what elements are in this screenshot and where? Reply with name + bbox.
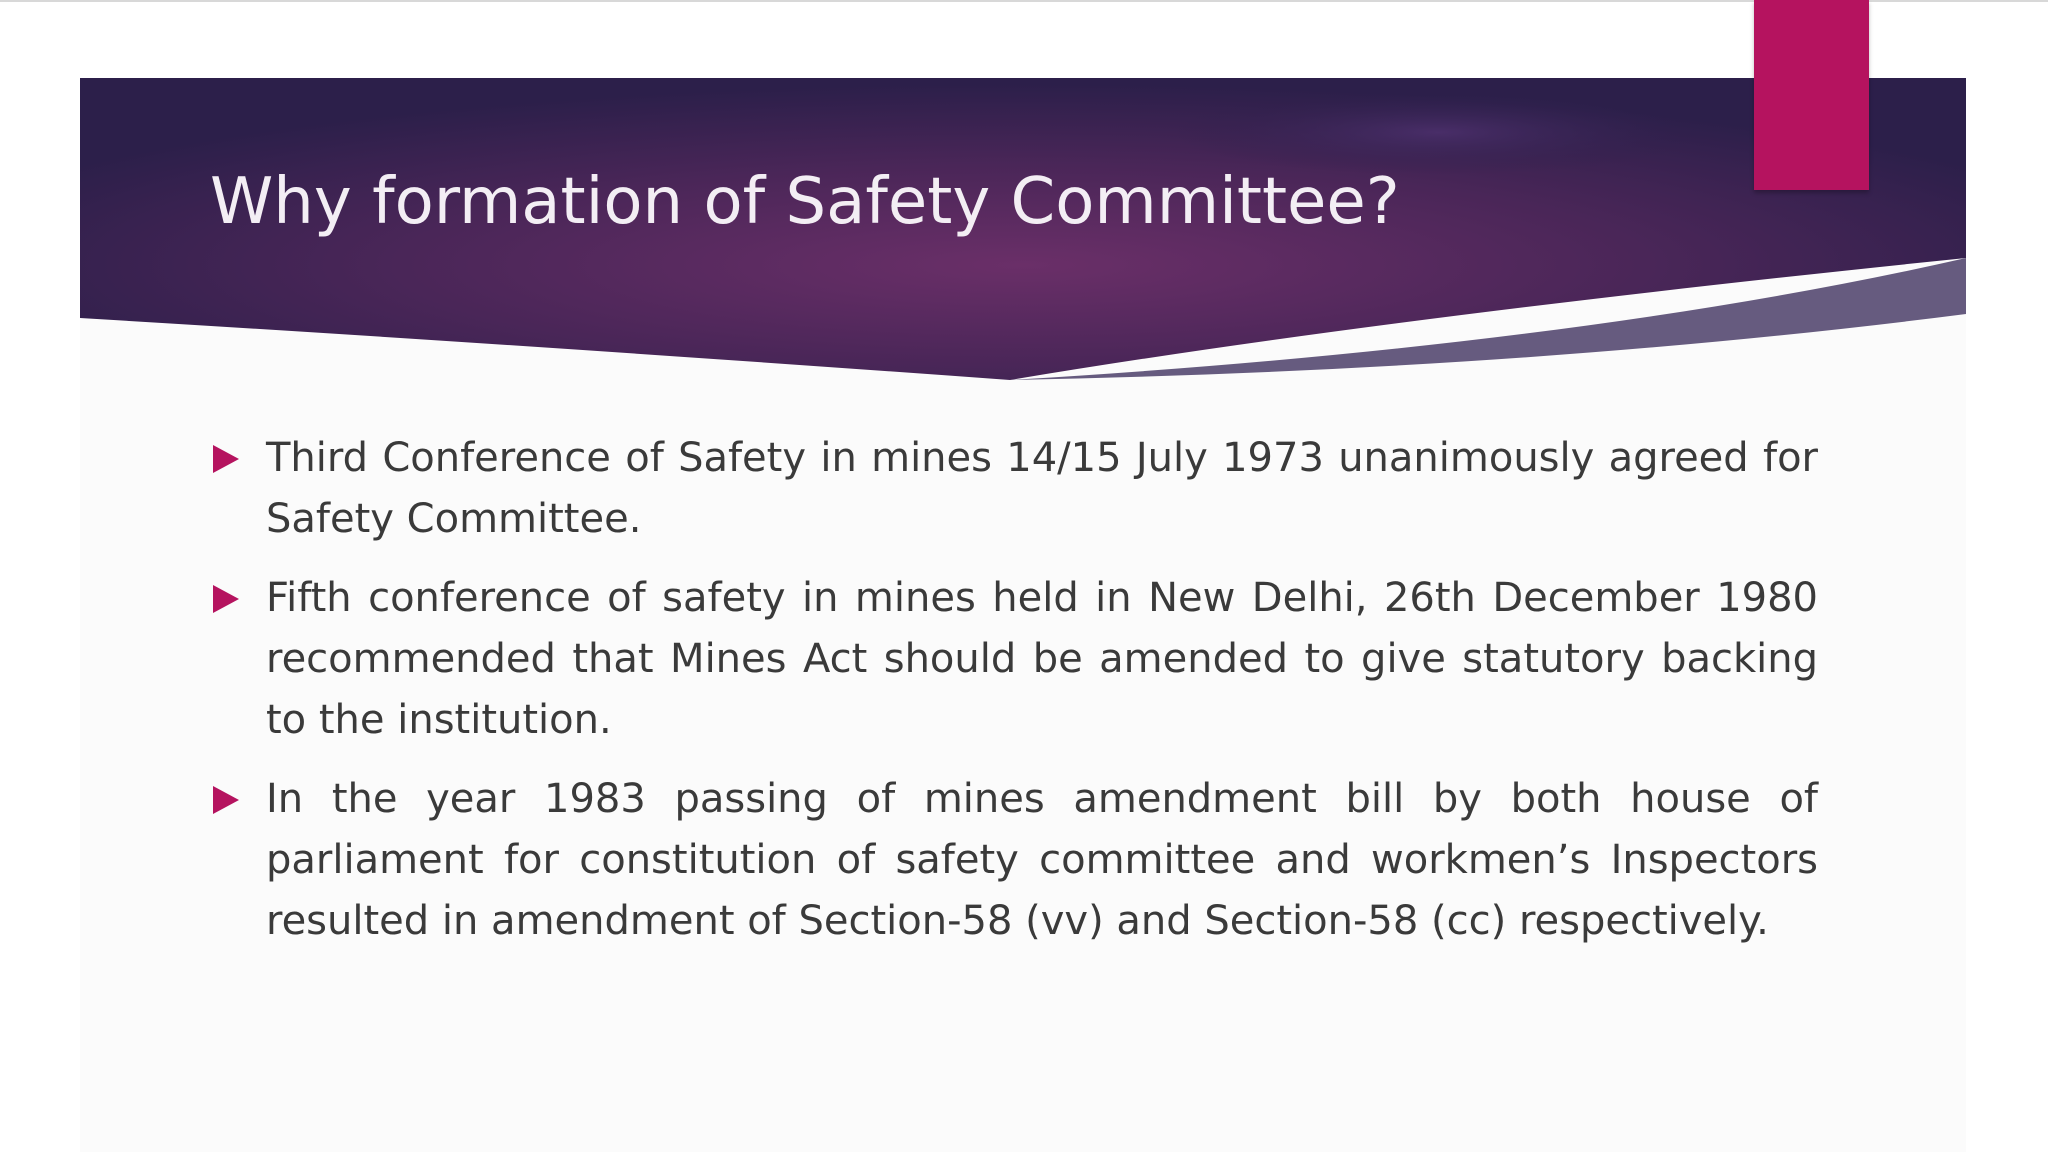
bullet-text: Third Conference of Safety in mines 14/15 July 1973 unanimously agreed for Safety Committee. [266, 435, 1818, 542]
bullet-item [210, 568, 1818, 751]
bullet-list [210, 428, 1818, 970]
bullet-item [210, 769, 1818, 952]
bullet-text: Fifth conference of safety in mines held in New Delhi, 26th December 1980 recommended that Mines Act should be amended to give statutory backing to the institution. [266, 575, 1818, 743]
slide-title: Why formation of Safety Committee? [210, 165, 1400, 239]
bullet-item [210, 428, 1818, 550]
triangle-right-icon [213, 445, 239, 473]
bullet-text: In the year 1983 passing of mines amendment bill by both house of parliament for constitution of safety committee and workmen’s Inspectors resulted in amendment of Section-58 (vv) and Section-58 (cc) respectively. [266, 776, 1818, 944]
top-border [0, 0, 2048, 2]
triangle-right-icon [213, 585, 239, 613]
accent-tab [1754, 0, 1869, 190]
triangle-right-icon [213, 786, 239, 814]
